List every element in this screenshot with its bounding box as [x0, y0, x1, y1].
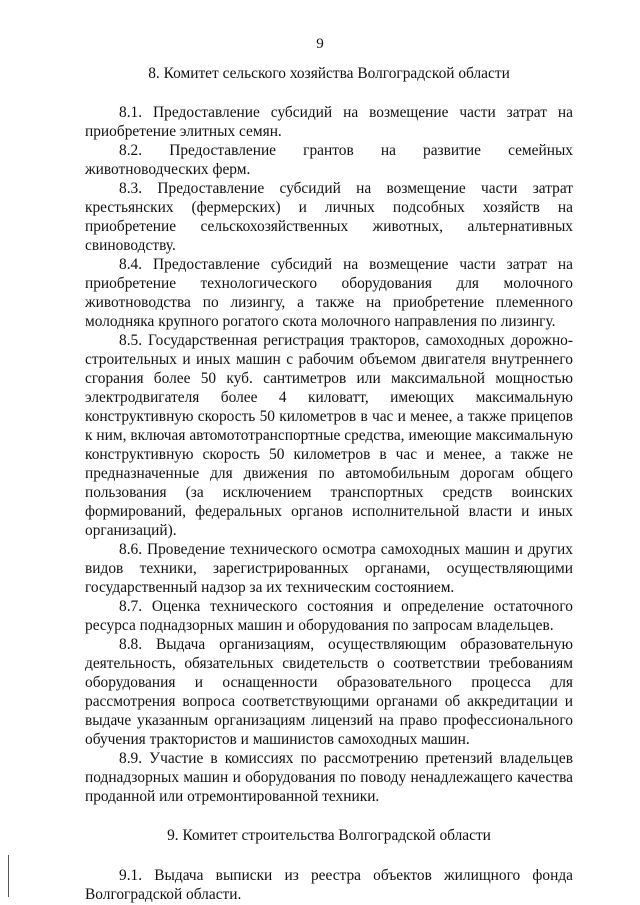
section-8-title: 8. Комитет сельского хозяйства Волгоградской области [148, 65, 510, 82]
item-8-4: 8.4. Предоставление субсидий на возмещение части затрат на приобретение технологического оборудования для молочного животноводства по лизингу, а также на приобретение племенного молодняка крупного рогатого скота молочного направления по лизингу. [85, 256, 573, 330]
item-8-8: 8.8. Выдача организациям, осуществляющим образовательную деятельность, обязательных свидетельств о соответствии требованиям оборудования и оснащенности образовательного процесса для рассмотрения вопроса соответствующими органами об аккредитации и выдаче указанным организациям лицензий на право профессионального обучения трактористов и машинистов самоходных машин. [85, 636, 573, 748]
item-8-3: 8.3. Предоставление субсидий на возмещение части затрат крестьянских (фермерских) и личных подсобных хозяйств на приобретение сельскохозяйственных животных, альтернативных свиноводству. [85, 180, 573, 254]
document-body [85, 64, 573, 904]
item-8-5: 8.5. Государственная регистрация тракторов, самоходных дорожно-строительных и иных машин с рабочим объемом двигателя внутреннего сгорания более 50 куб. сантиметров или максимальной мощностью электродвигателя более 4 киловатт, имеющих максимальную конструктивную скорость 50 километров в час и менее, а также прицепов к ним, включая автомототранспортные средства, имеющие максимальную конструктивную скорость 50 километров в час и менее, а также не предназначенные для движения по автомобильным дорогам общего пользования (за исключением транспортных средств воинских формирований, федеральных органов исполнительной власти и иных организаций). [85, 332, 573, 539]
section-9-title: 9. Комитет строительства Волгоградской области [167, 827, 491, 844]
page-number: 9 [316, 36, 324, 52]
item-8-2: 8.2. Предоставление грантов на развитие семейных животноводческих ферм. [85, 142, 573, 178]
scan-edge-mark [8, 855, 9, 897]
item-8-7: 8.7. Оценка технического состояния и определение остаточного ресурса поднадзорных машин и оборудования по запросам владельцев. [85, 598, 573, 634]
item-8-9: 8.9. Участие в комиссиях по рассмотрению претензий владельцев поднадзорных машин и оборудования по поводу ненадлежащего качества проданной или отремонтированной техники. [85, 750, 573, 805]
item-8-1: 8.1. Предоставление субсидий на возмещение части затрат на приобретение элитных семян. [85, 104, 573, 140]
item-9-1: 9.1. Выдача выписки из реестра объектов жилищного фонда Волгоградской области. [85, 867, 573, 903]
item-8-6: 8.6. Проведение технического осмотра самоходных машин и других видов техники, зарегистрированных органами, осуществляющими государственный надзор за их техническим состоянием. [85, 541, 573, 596]
